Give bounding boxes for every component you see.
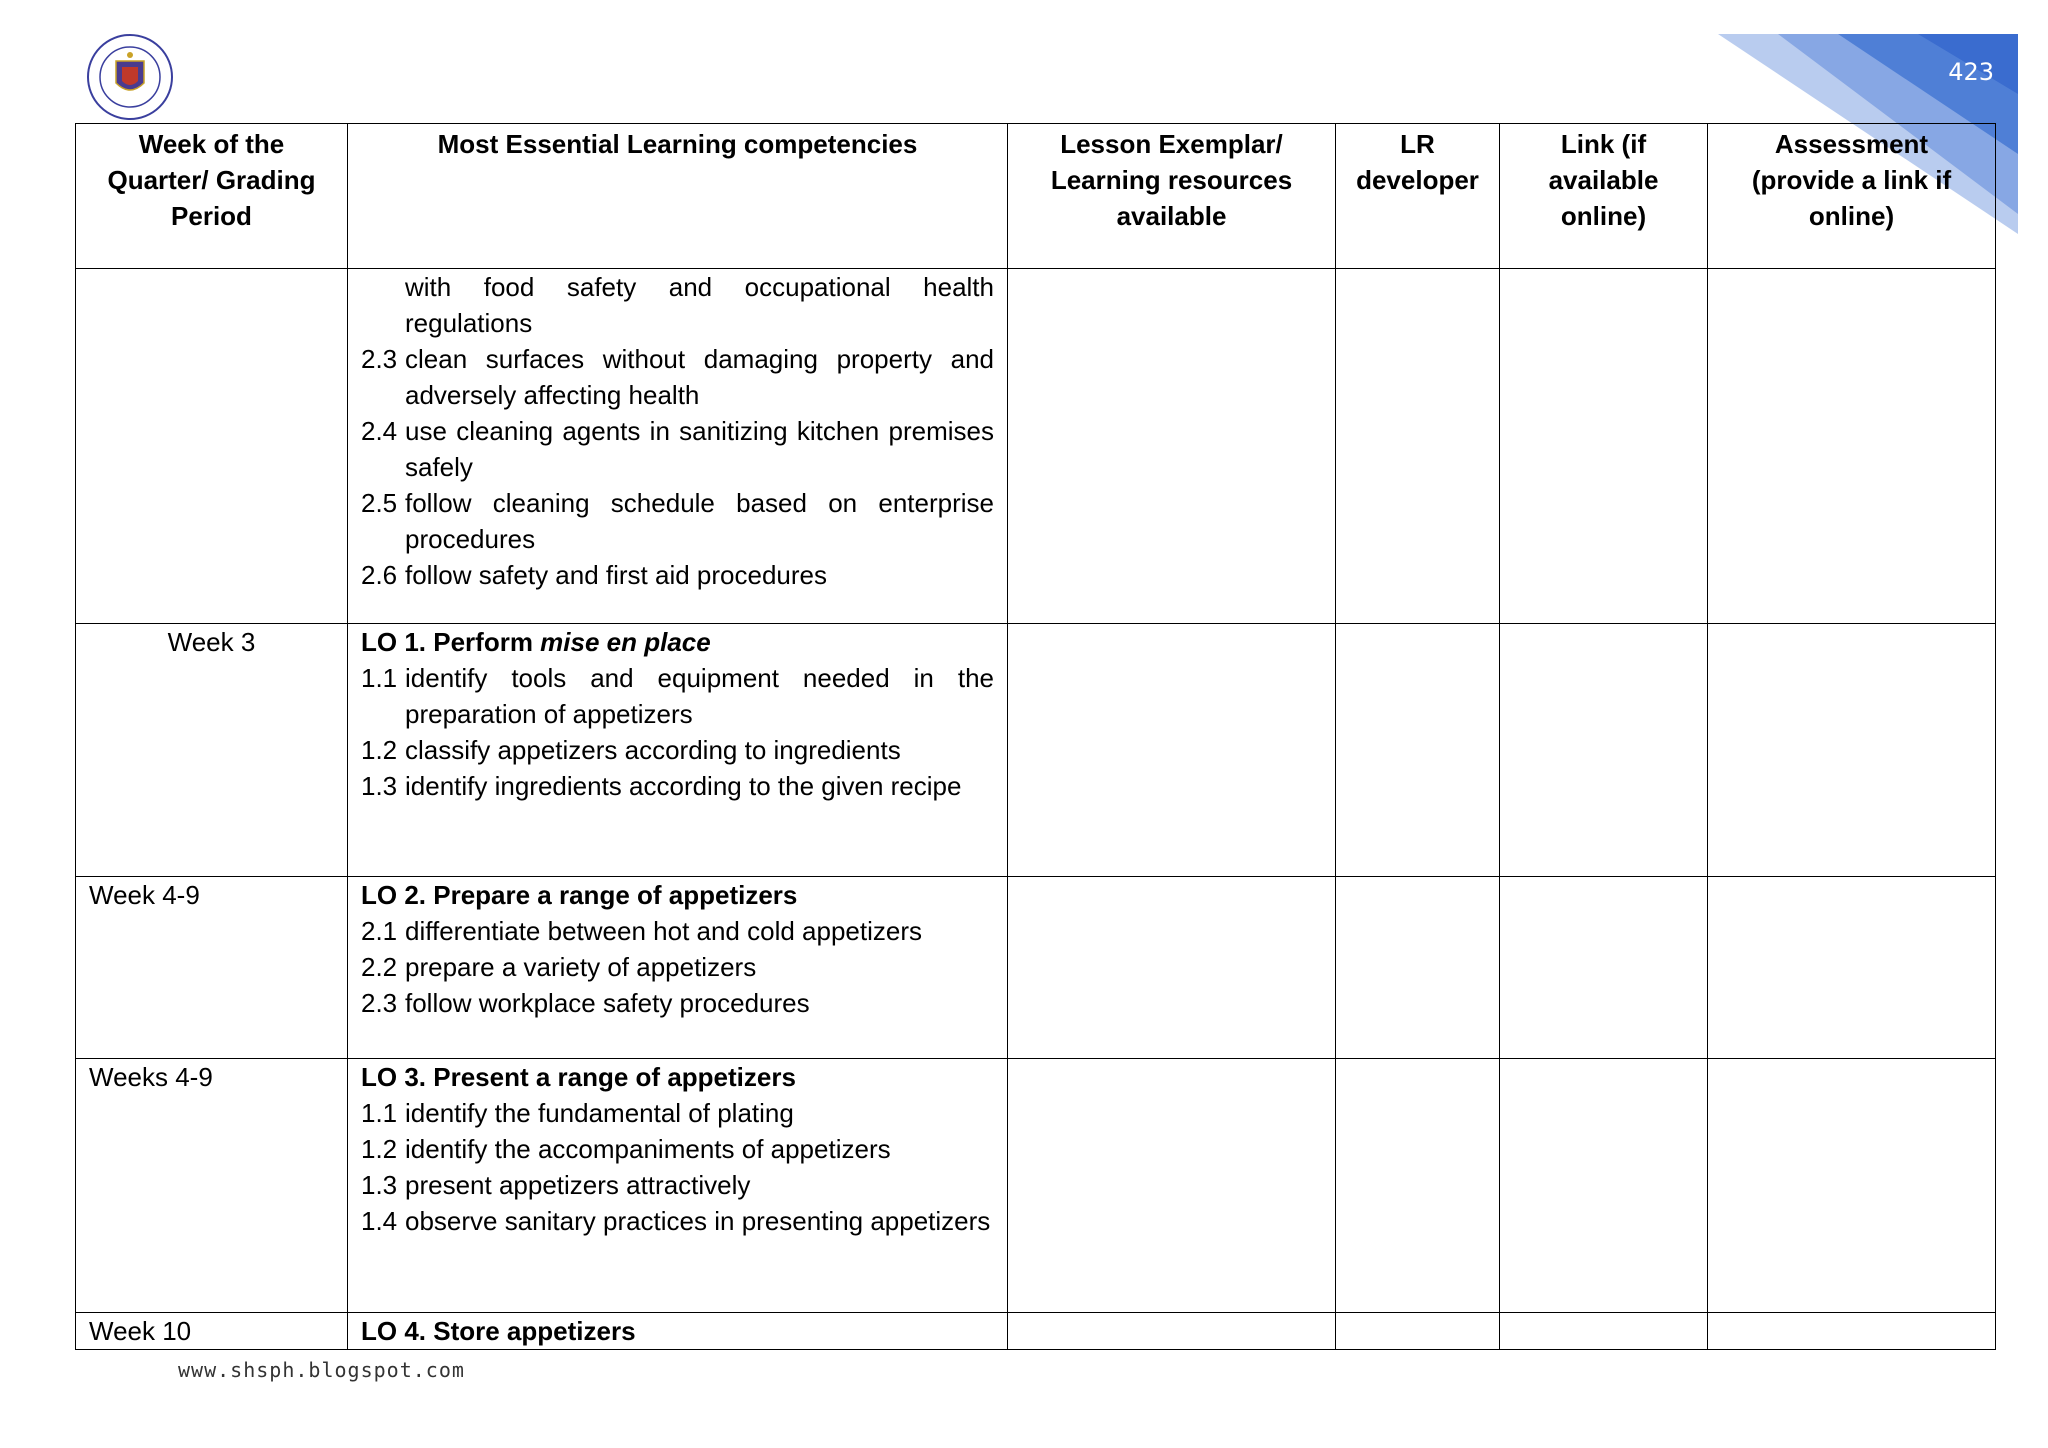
developer-cell <box>1336 624 1500 877</box>
page-number: 423 <box>1948 58 1994 86</box>
list-item: 2.1 differentiate between hot and cold appetizers <box>361 916 922 946</box>
competency-cell <box>348 877 1008 1059</box>
exemplar-cell <box>1008 877 1336 1059</box>
week-cell: Week 4-9 <box>76 877 348 1059</box>
developer-cell <box>1336 269 1500 624</box>
assessment-cell <box>1708 877 1996 1059</box>
week-cell: Week 10 <box>76 1313 348 1350</box>
table-row <box>76 1313 1996 1350</box>
learning-outcome-title: LO 2. Prepare a range of appetizers <box>361 880 798 910</box>
list-item: 1.3 identify ingredients according to the given recipe <box>361 771 962 801</box>
exemplar-cell <box>1008 624 1336 877</box>
table-header-row <box>76 124 1996 269</box>
exemplar-cell <box>1008 1313 1336 1350</box>
week-cell: Week 3 <box>76 624 348 877</box>
header-competencies: Most Essential Learning competencies <box>348 124 1008 269</box>
week-cell <box>76 269 348 624</box>
developer-cell <box>1336 877 1500 1059</box>
table-row <box>76 269 1996 624</box>
table-row <box>76 877 1996 1059</box>
assessment-cell <box>1708 1313 1996 1350</box>
list-item: 1.1 identify tools and equipment needed in the preparation of appetizers <box>361 663 994 729</box>
developer-cell <box>1336 1059 1500 1313</box>
competency-cell <box>348 1313 1008 1350</box>
list-item: 1.2 identify the accompaniments of appetizers <box>361 1134 891 1164</box>
header-exemplar: Lesson Exemplar/ Learning resources available <box>1008 124 1336 269</box>
link-cell <box>1500 624 1708 877</box>
list-item: 2.4 use cleaning agents in sanitizing kitchen premises safely <box>361 416 994 482</box>
deped-seal-icon <box>86 33 174 121</box>
table-row <box>76 624 1996 877</box>
link-cell <box>1500 877 1708 1059</box>
link-cell <box>1500 1313 1708 1350</box>
header-developer: LR developer <box>1336 124 1500 269</box>
competency-cell <box>348 624 1008 877</box>
continued-text: with food safety and occupational health regulations <box>405 272 994 338</box>
header-link: Link (if available online) <box>1500 124 1708 269</box>
learning-outcome-title: LO 3. Present a range of appetizers <box>361 1062 796 1092</box>
list-item: 2.3 follow workplace safety procedures <box>361 988 810 1018</box>
list-item: 1.4 observe sanitary practices in presenting appetizers <box>361 1206 991 1236</box>
list-item: 1.3 present appetizers attractively <box>361 1170 751 1200</box>
list-item: 1.1 identify the fundamental of plating <box>361 1098 794 1128</box>
assessment-cell <box>1708 269 1996 624</box>
footer-url: www.shsph.blogspot.com <box>178 1358 465 1382</box>
list-item: 2.5 follow cleaning schedule based on enterprise procedures <box>361 488 994 554</box>
competency-table <box>75 123 1996 1350</box>
exemplar-cell <box>1008 269 1336 624</box>
header-assessment: Assessment (provide a link if online) <box>1708 124 1996 269</box>
list-item: 2.3 clean surfaces without damaging property and adversely affecting health <box>361 344 994 410</box>
list-item: 2.2 prepare a variety of appetizers <box>361 952 757 982</box>
exemplar-cell <box>1008 1059 1336 1313</box>
competency-cell <box>348 1059 1008 1313</box>
learning-outcome-title: LO 1. Perform mise en place <box>361 627 711 657</box>
link-cell <box>1500 269 1708 624</box>
table-row <box>76 1059 1996 1313</box>
list-item: 2.6 follow safety and first aid procedures <box>361 560 827 590</box>
competency-cell <box>348 269 1008 624</box>
header-week: Week of the Quarter/ Grading Period <box>76 124 348 269</box>
learning-outcome-title: LO 4. Store appetizers <box>361 1316 636 1346</box>
assessment-cell <box>1708 1059 1996 1313</box>
list-item: 1.2 classify appetizers according to ingredients <box>361 735 901 765</box>
week-cell: Weeks 4-9 <box>76 1059 348 1313</box>
developer-cell <box>1336 1313 1500 1350</box>
link-cell <box>1500 1059 1708 1313</box>
assessment-cell <box>1708 624 1996 877</box>
